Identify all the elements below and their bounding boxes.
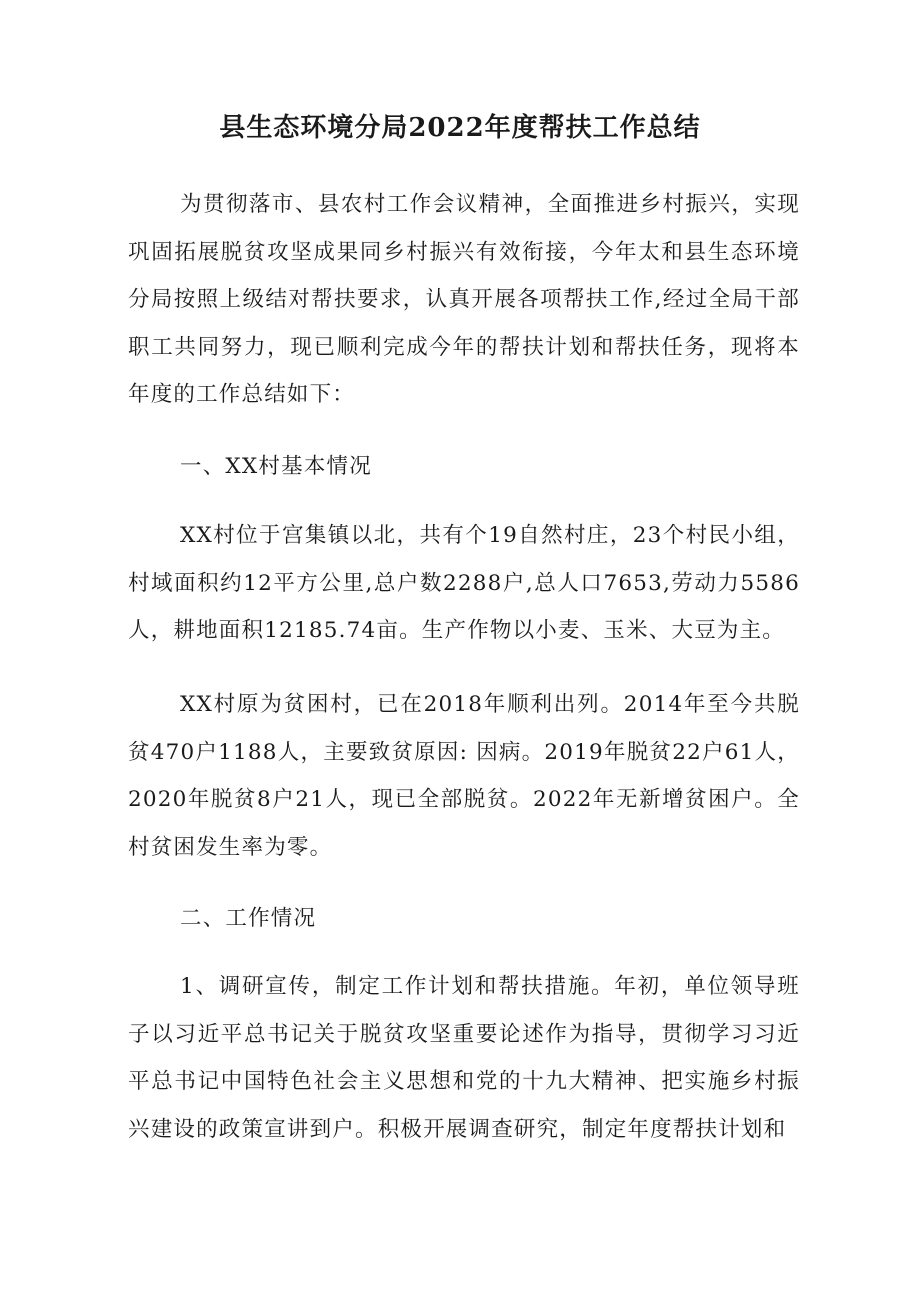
poverty-status-paragraph: XX村原为贫困村，已在2018年顺利出列。2014年至今共脱贫470户1188人，主要致贫原因: 因病。2019年脱贫22户61人，2020年脱贫8户21人，现已全部脱贫。2022年无新增贫困户。全村贫困发生率为零。 [128,692,800,860]
village-basic-paragraph: XX村位于宫集镇以北，共有个19自然村庄，23个村民小组，村域面积约12平方公里,总户数2288户,总人口7653,劳动力5586人，耕地面积12185.74亩。生产作物以小麦、玉米、大豆为主。 [128,523,800,643]
intro-paragraph: 为贯彻落市、县农村工作会议精神，全面推进乡村振兴，实现巩固拓展脱贫攻坚成果同乡村振兴有效衔接，今年太和县生态环境分局按照上级结对帮扶要求，认真开展各项帮扶工作,经过全局干部职工共同努力，现已顺利完成今年的帮扶计划和帮扶任务，现将本年度的工作总结如下： [128,192,800,407]
section-heading-work: 二、工作情况 [180,906,317,931]
page-title: 县生态环境分局2022年度帮扶工作总结 [219,113,701,143]
section-heading-basic-info: 一、XX村基本情况 [180,454,372,479]
work-item-1-paragraph: 1、调研宣传，制定工作计划和帮扶措施。年初，单位领导班子以习近平总书记关于脱贫攻坚重要论述作为指导，贯彻学习习近平总书记中国特色社会主义思想和党的十九大精神、把实施乡村振兴建设的政策宣讲到户。积极开展调查研究，制定年度帮扶计划和 [128,974,800,1142]
